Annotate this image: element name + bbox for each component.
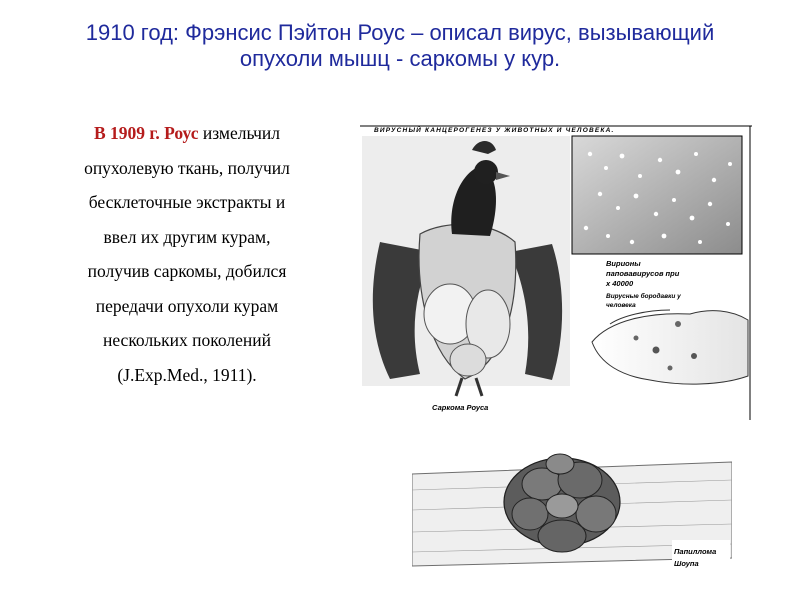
slide-title-line-1: 1910 год: Фрэнсис Пэйтон Роус – описал вирус, вызывающий — [85, 20, 715, 45]
body-line-1 — [52, 116, 322, 151]
body-line-6: передачи опухоли курам — [95, 295, 279, 316]
body-line-8: (J.Exp.Med., 1911). — [117, 364, 257, 385]
figure-illustration — [360, 124, 752, 420]
papilloma-illustration — [412, 440, 732, 580]
slide-title-line-2: опухоли мышц - саркомы у кур. — [239, 46, 561, 71]
figure-header: ВИРУСНЫЙ КАНЦЕРОГЕНЕЗ У ЖИВОТНЫХ И ЧЕЛОВЕКА. — [374, 127, 615, 134]
warts-caption-1: Вирусные бородавки у — [606, 293, 681, 300]
slide-title — [0, 20, 800, 72]
virions-caption-1: Вирионы — [606, 259, 641, 268]
sarcoma-caption: Саркома Роуса — [432, 403, 489, 412]
papilloma-caption-1: Папиллома — [674, 547, 717, 556]
papilloma-caption-2: Шоупа — [674, 559, 699, 568]
body-line-1-rest: измельчил — [198, 123, 280, 143]
virions-caption-2: паповавирусов при — [606, 269, 680, 278]
body-line-2: опухолевую ткань, получил — [84, 157, 290, 178]
body-line-7: нескольких поколений — [102, 330, 272, 350]
year-highlight: В 1909 г. Роус — [94, 123, 199, 143]
body-line-4: ввел их другим курам, — [103, 226, 271, 247]
rous-sarcoma-chicken-image — [362, 136, 570, 396]
body-line-3: бесклеточные экстракты и — [88, 192, 286, 212]
virions-micrograph-image — [572, 136, 742, 254]
body-line-5: получив саркомы, добился — [87, 261, 287, 281]
body-paragraph — [52, 116, 322, 392]
virions-caption-3: х 40000 — [606, 279, 634, 288]
warts-caption-2: человека — [606, 302, 636, 309]
